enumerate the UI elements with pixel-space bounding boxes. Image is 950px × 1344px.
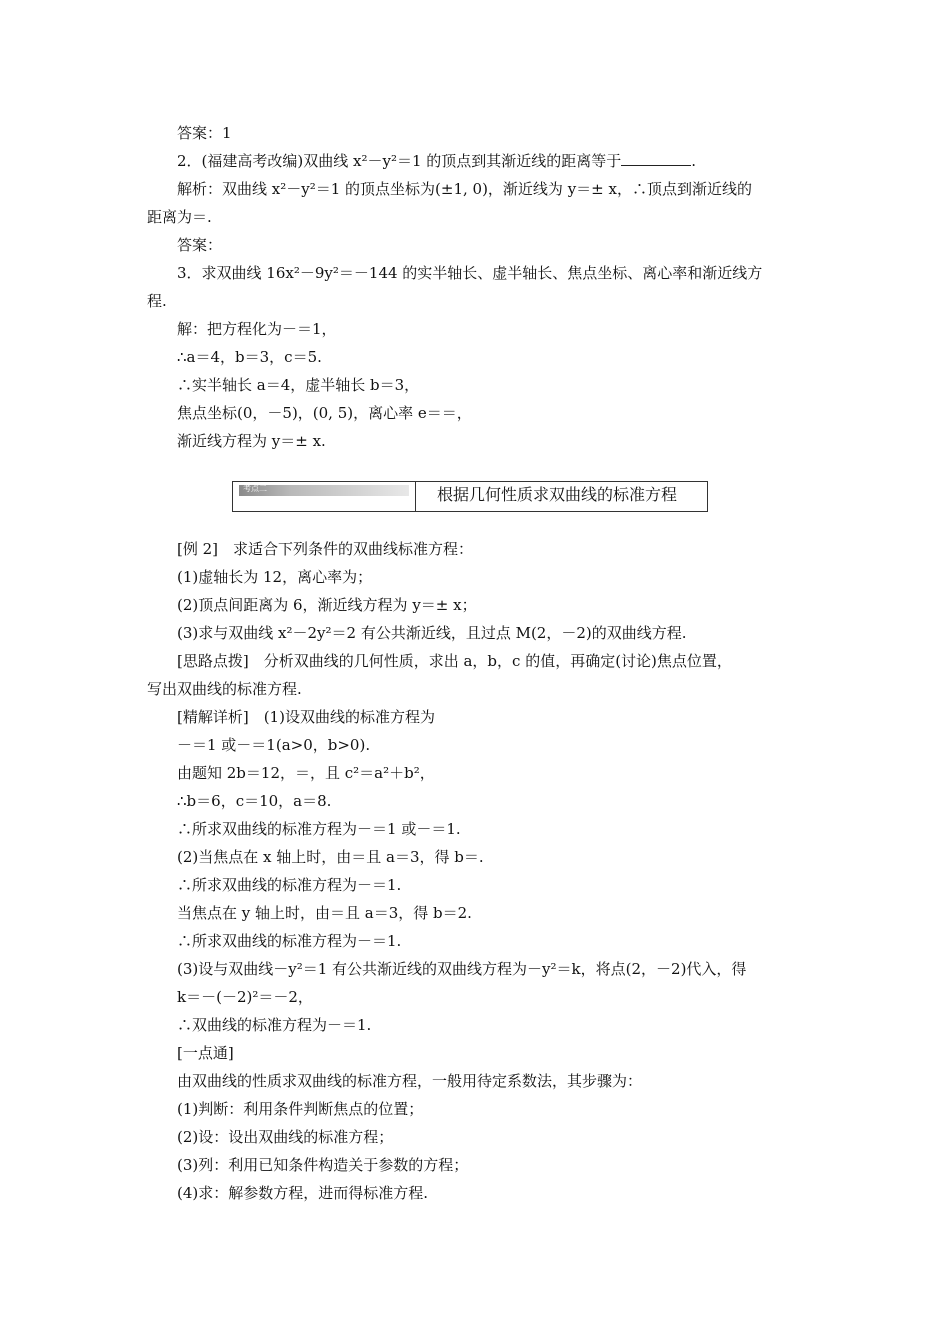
solution-line: ∴a＝4，b＝3，c＝5. bbox=[177, 348, 322, 366]
answer-line: 答案： bbox=[177, 236, 223, 254]
example-condition: (1)虚轴长为 12，离心率为； bbox=[177, 568, 373, 586]
solution-line: 焦点坐标(0，－5)，(0, 5)，离心率 e＝＝， bbox=[177, 404, 472, 422]
solution-line: ∴b＝6，c＝10，a＝8. bbox=[177, 792, 332, 810]
solution-line: (3)设与双曲线－y²＝1 有公共渐近线的双曲线方程为－y²＝k，将点(2，－2)代入，得 bbox=[177, 960, 747, 978]
answer-line: 答案：1 bbox=[177, 124, 232, 142]
detailed-solution: [精解详析] (1)设双曲线的标准方程为 bbox=[177, 708, 435, 726]
section-header bbox=[232, 481, 708, 512]
analysis-line: 解析：双曲线 x²－y²＝1 的顶点坐标为(±1, 0)，渐近线为 y＝± x，∴顶点到渐近线的 bbox=[177, 180, 752, 198]
solution-line: 解：把方程化为－＝1， bbox=[177, 320, 337, 338]
problem-2 bbox=[177, 151, 696, 171]
solution-line: －＝1 或－＝1(a>0，b>0). bbox=[177, 736, 371, 754]
problem-2-text: 2．(福建高考改编)双曲线 x²－y²＝1 的顶点到其渐近线的距离等于 bbox=[177, 152, 622, 170]
solution-line: ∴所求双曲线的标准方程为－＝1. bbox=[177, 932, 402, 950]
section-tag bbox=[239, 485, 409, 496]
problem-3-cont: 程. bbox=[147, 292, 167, 310]
thinking-hint-cont: 写出双曲线的标准方程. bbox=[147, 680, 302, 698]
example-condition: (3)求与双曲线 x²－2y²＝2 有公共渐近线，且过点 M(2，－2)的双曲线方程. bbox=[177, 624, 687, 642]
solution-line: ∴所求双曲线的标准方程为－＝1 或－＝1. bbox=[177, 820, 461, 838]
thinking-hint: [思路点拨] 分析双曲线的几何性质，求出 a，b，c 的值，再确定(讨论)焦点位置， bbox=[177, 652, 732, 670]
example-heading: [例 2] 求适合下列条件的双曲线标准方程： bbox=[177, 540, 474, 558]
tip-text: 由双曲线的性质求双曲线的标准方程，一般用待定系数法，其步骤为： bbox=[177, 1072, 643, 1090]
solution-line: ∴所求双曲线的标准方程为－＝1. bbox=[177, 876, 402, 894]
solution-line: 渐近线方程为 y＝± x. bbox=[177, 432, 326, 450]
problem-3: 3．求双曲线 16x²－9y²＝－144 的实半轴长、虚半轴长、焦点坐标、离心率和渐近线方 bbox=[177, 264, 763, 282]
tip-heading: [一点通] bbox=[177, 1044, 234, 1062]
tip-step: (3)列：利用已知条件构造关于参数的方程； bbox=[177, 1156, 469, 1174]
tip-step: (1)判断：利用条件判断焦点的位置； bbox=[177, 1100, 424, 1118]
tip-step: (4)求：解参数方程，进而得标准方程. bbox=[177, 1184, 429, 1202]
solution-line: 当焦点在 y 轴上时，由＝且 a＝3，得 b＝2. bbox=[177, 904, 472, 922]
section-divider bbox=[415, 482, 416, 511]
section-tag-label: 考点二 bbox=[243, 484, 267, 493]
solution-line: k＝－(－2)²＝－2， bbox=[177, 988, 313, 1006]
section-title: 根据几何性质求双曲线的标准方程 bbox=[437, 485, 678, 504]
solution-line: (2)当焦点在 x 轴上时，由＝且 a＝3，得 b＝. bbox=[177, 848, 484, 866]
tip-step: (2)设：设出双曲线的标准方程； bbox=[177, 1128, 394, 1146]
example-condition: (2)顶点间距离为 6，渐近线方程为 y＝± x； bbox=[177, 596, 477, 614]
analysis-line-cont: 距离为＝. bbox=[147, 208, 212, 226]
solution-line: ∴双曲线的标准方程为－＝1. bbox=[177, 1016, 372, 1034]
solution-line: ∴实半轴长 a＝4，虚半轴长 b＝3， bbox=[177, 376, 420, 394]
answer-blank bbox=[621, 151, 691, 166]
solution-line: 由题知 2b＝12，＝，且 c²＝a²＋b²， bbox=[177, 764, 435, 782]
problem-2-end: . bbox=[691, 152, 697, 170]
